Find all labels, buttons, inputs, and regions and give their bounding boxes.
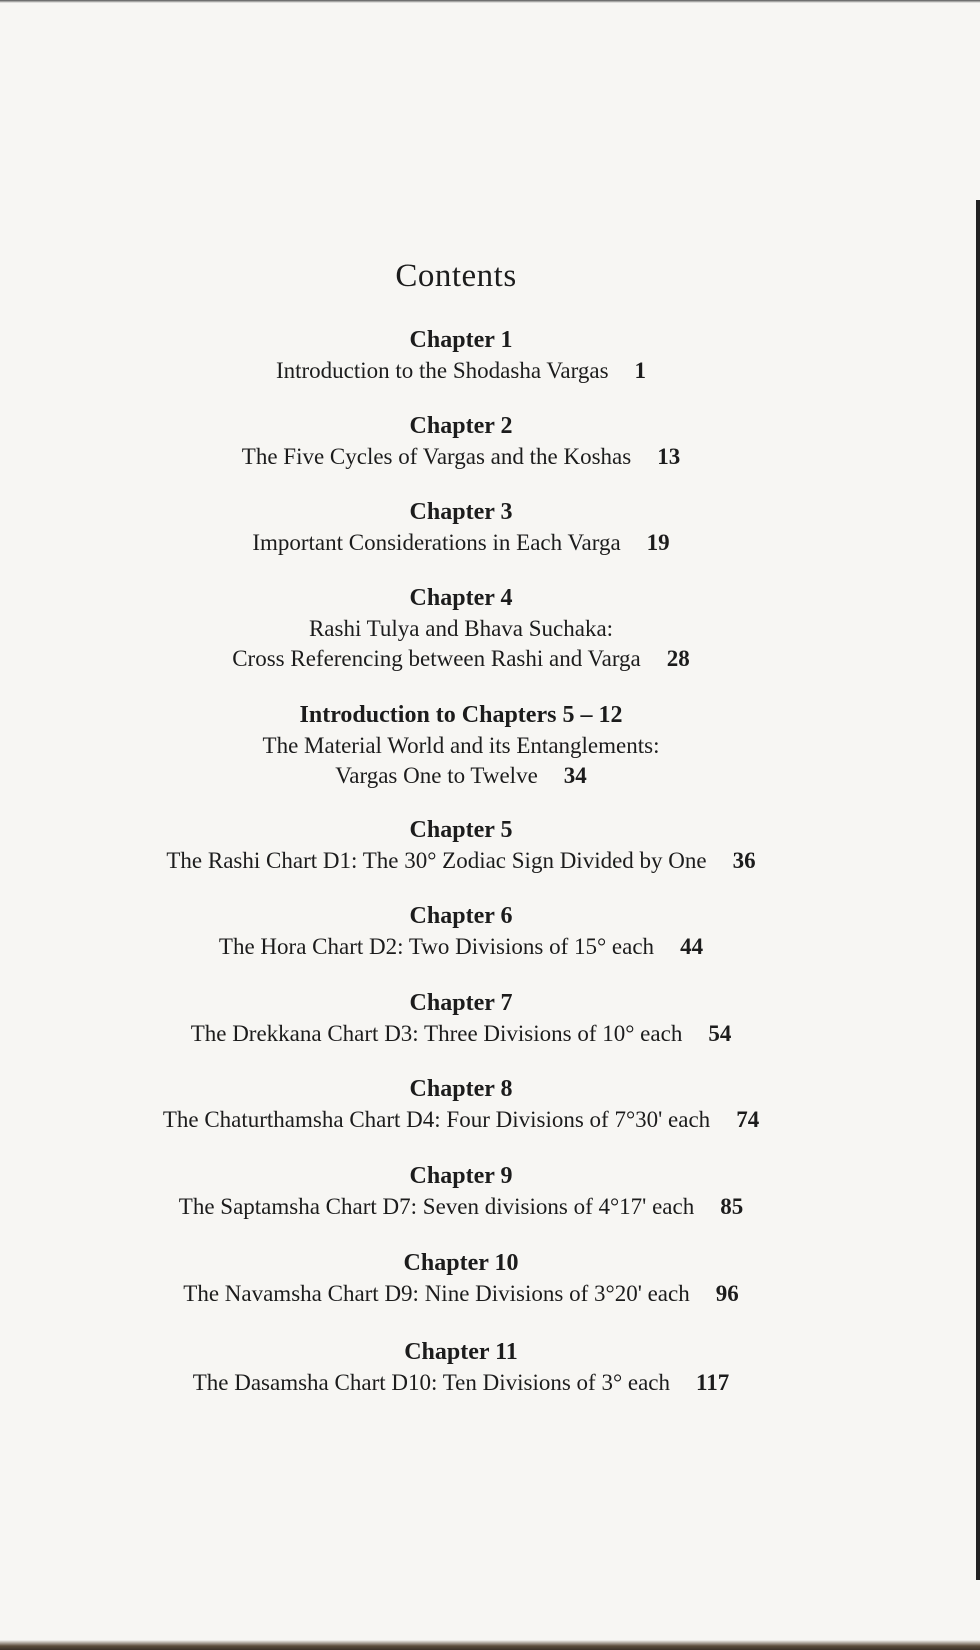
chapter-title: The Dasamsha Chart D10: Ten Divisions of 3° each [192, 1370, 671, 1395]
chapter-title-line [0, 1105, 922, 1135]
chapter-title-line [0, 846, 922, 876]
toc-entry-chapter-4 [0, 583, 922, 674]
toc-entry-chapter-9 [0, 1161, 922, 1222]
chapter-title: Introduction to the Shodasha Vargas [275, 358, 609, 383]
toc-entry-chapter-2 [0, 411, 922, 472]
chapter-heading: Chapter 3 [409, 499, 513, 525]
chapter-heading: Chapter 5 [409, 817, 513, 843]
section-title-line [0, 761, 922, 791]
page-bottom-edge [0, 1640, 980, 1650]
chapter-heading: Chapter 9 [409, 1163, 513, 1189]
chapter-title-line [0, 1279, 922, 1309]
toc-entry-chapter-6 [0, 901, 922, 962]
chapter-title-line [0, 442, 922, 472]
page-right-edge [976, 200, 980, 1580]
chapter-title-line [0, 644, 922, 674]
toc-entry-chapter-10 [0, 1248, 922, 1309]
toc-entry-chapter-1 [0, 325, 922, 386]
chapter-title-line [0, 1192, 922, 1222]
page-number: 74 [736, 1107, 760, 1132]
page-number: 54 [708, 1021, 732, 1046]
chapter-title: The Chaturthamsha Chart D4: Four Divisions of 7°30' each [162, 1107, 711, 1132]
page-number: 1 [634, 358, 647, 383]
chapter-heading: Chapter 1 [409, 327, 513, 353]
chapter-title: The Rashi Chart D1: The 30° Zodiac Sign Divided by One [166, 848, 707, 873]
page-number: 96 [715, 1281, 739, 1306]
chapter-title: The Saptamsha Chart D7: Seven divisions of 4°17' each [178, 1194, 695, 1219]
chapter-heading: Chapter 10 [403, 1250, 519, 1276]
chapter-heading: Chapter 4 [409, 585, 513, 611]
chapter-title-line [0, 1368, 922, 1398]
chapter-title: Important Considerations in Each Varga [252, 530, 621, 555]
chapter-title: The Navamsha Chart D9: Nine Divisions of 3°20' each [183, 1281, 690, 1306]
page-number: 28 [666, 646, 690, 671]
chapter-title-line: Rashi Tulya and Bhava Suchaka: [308, 616, 614, 641]
toc-entry-chapter-11 [0, 1337, 922, 1398]
chapter-title-line [0, 528, 922, 558]
page-number: 19 [646, 530, 670, 555]
chapter-heading: Chapter 6 [409, 903, 513, 929]
chapter-title: The Hora Chart D2: Two Divisions of 15° each [218, 934, 655, 959]
page-top-edge [0, 0, 980, 3]
section-heading: Introduction to Chapters 5 – 12 [299, 702, 623, 728]
chapter-heading: Chapter 11 [404, 1339, 518, 1365]
page-number: 117 [696, 1370, 730, 1395]
chapter-title: Cross Referencing between Rashi and Varga [232, 646, 641, 671]
chapter-title-line [0, 1019, 922, 1049]
section-title: Vargas One to Twelve [335, 763, 538, 788]
chapter-heading: Chapter 8 [409, 1076, 513, 1102]
toc-entry-chapter-7 [0, 988, 922, 1049]
chapter-title: The Drekkana Chart D3: Three Divisions of 10° each [190, 1021, 683, 1046]
page-number: 34 [563, 763, 587, 788]
section-title-line: The Material World and its Entanglements: [262, 733, 660, 758]
toc-entry-introduction [0, 700, 922, 791]
page-number: 85 [720, 1194, 744, 1219]
chapter-title-line [0, 932, 922, 962]
page-title: Contents [395, 258, 517, 294]
chapter-heading: Chapter 2 [409, 413, 513, 439]
toc-entry-chapter-3 [0, 497, 922, 558]
chapter-title: The Five Cycles of Vargas and the Koshas [241, 444, 632, 469]
page-number: 13 [657, 444, 681, 469]
toc-entry-chapter-8 [0, 1074, 922, 1135]
page-number: 36 [732, 848, 756, 873]
toc-entry-chapter-5 [0, 815, 922, 876]
chapter-heading: Chapter 7 [409, 990, 513, 1016]
chapter-title-line [0, 356, 922, 386]
page-number: 44 [680, 934, 704, 959]
